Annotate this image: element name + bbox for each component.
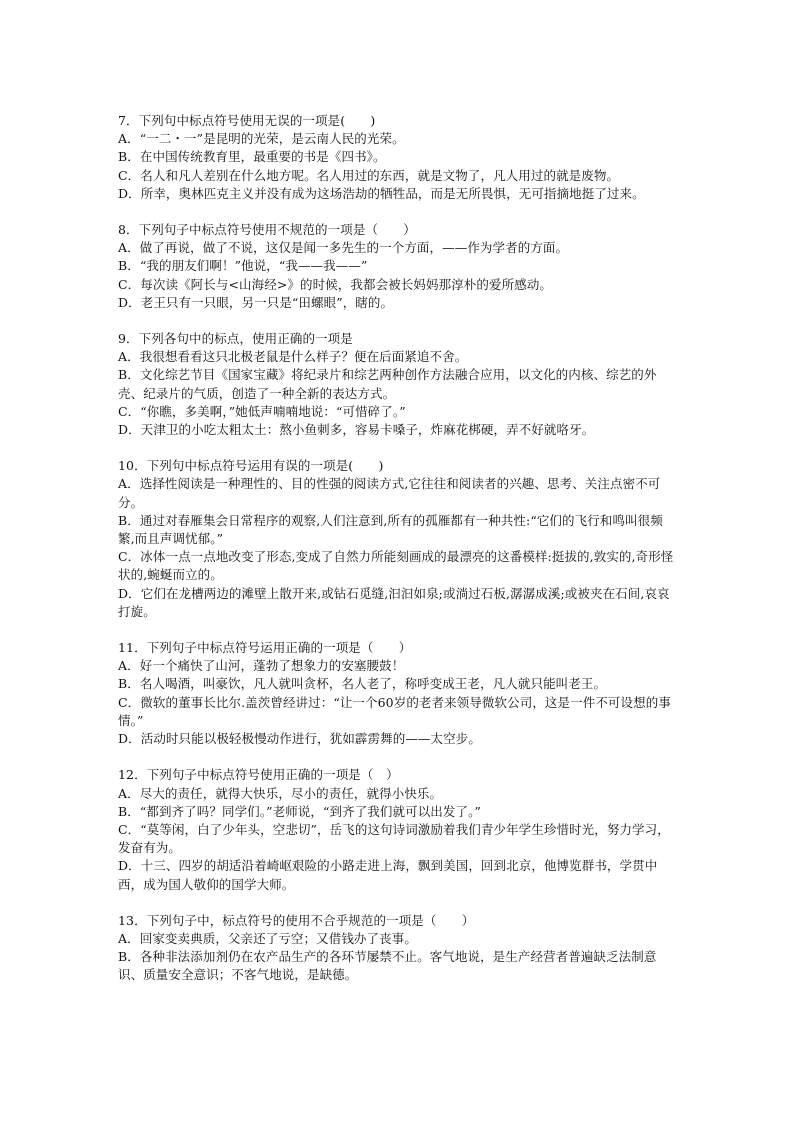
question-13	[118, 912, 678, 985]
question-9	[118, 330, 678, 439]
question-12	[118, 766, 678, 893]
question-stem: 7．下列句中标点符号使用无误的一项是( )	[118, 113, 376, 128]
option-b: B．在中国传统教育里，最重要的书是《四书》。	[118, 149, 386, 165]
option-b: B．名人喝酒，叫豪饮，凡人就叫贪杯，名人老了，称呼变成王老，凡人就只能叫老王。	[118, 676, 607, 692]
option-a: A．回家变卖典质，父亲还了亏空；又借钱办了丧事。	[118, 930, 417, 946]
option-c: C．冰体一点一点地改变了形态,变成了自然力所能刻画成的最漂亮的这番模样:挺拔的,敦实的,奇形怪状的,蜿蜒而立的。	[118, 549, 674, 583]
question-stem: 12．下列句子中标点符号使用正确的一项是（ ）	[118, 767, 399, 783]
option-c: C．每次读《阿长与<山海经>》的时候，我都会被长妈妈那淳朴的爱所感动。	[118, 276, 553, 292]
question-stem: 13．下列句子中，标点符号的使用不合乎规范的一项是（ ）	[118, 912, 475, 928]
document-page	[118, 112, 678, 1003]
option-c: C．微软的董事长比尔.盖茨曾经讲过：“让一个60岁的老者来领导微软公司，这是一件不可设想的事情。”	[118, 694, 671, 728]
question-11	[118, 639, 678, 748]
option-d: D．十三、四岁的胡适沿着崎岖艰险的小路走进上海，飘到美国，回到北京，他博览群书，学贯中西，成为国人敬仰的国学大师。	[118, 858, 658, 892]
question-stem: 10．下列句中标点符号运用有误的一项是( )	[118, 458, 384, 474]
option-c: C．“你瞧，多美啊，”她低声喃喃地说：“可惜碎了。”	[118, 403, 406, 419]
option-d: D．所幸，奥林匹克主义并没有成为这场浩劫的牺牲品，而是无所畏惧，无可指摘地挺了过来。	[118, 185, 645, 201]
option-a: A．好一个痛快了山河，蓬勃了想象力的安塞腰鼓！	[118, 658, 405, 674]
option-c: C．“莫等闲，白了少年头，空悲切”，岳飞的这句诗词激励着我们青少年学生珍惜时光，努力学习，发奋有为。	[118, 821, 670, 856]
option-d: D．天津卫的小吃太粗太土：熬小鱼刺多，容易卡嗓子，炸麻花梆硬，弄不好就咯牙。	[118, 422, 595, 438]
option-a: A．“一二・一”是昆明的光荣，是云南人民的光荣。	[118, 131, 405, 147]
question-10	[118, 457, 678, 621]
option-d: D．它们在龙槽两边的滩壁上散开来,或钻石觅缝,汩汩如泉;或淌过石板,潺潺成溪;或被夹在石间,哀哀打旋。	[118, 585, 670, 619]
question-stem: 11．下列句子中标点符号运用正确的一项是（ ）	[118, 640, 412, 656]
option-d: D．老王只有一只眼，另一只是“田螺眼”，瞎的。	[118, 294, 394, 310]
option-c: C．名人和凡人差别在什么地方呢。名人用过的东西，就是文物了，凡人用过的就是废物。	[118, 167, 620, 183]
option-a: A．做了再说，做了不说，这仅是闻一多先生的一个方面，——作为学者的方面。	[118, 240, 569, 256]
option-b: B．通过对春雁集会日常程序的观察,人们注意到,所有的孤雁都有一种共性:“它们的飞行和鸣叫很频繁,而且声调忧郁。”	[118, 512, 663, 547]
question-8	[118, 221, 678, 312]
option-b: B．各种非法添加剂仍在农产品生产的各环节屡禁不止。客气地说，是生产经营者普遍缺乏法制意识、质量安全意识；不客气地说，是缺德。	[118, 949, 657, 983]
option-a: A．选择性阅读是一种理性的、目的性强的阅读方式,它往往和阅读者的兴趣、思考、关注点密不可分。	[118, 476, 661, 510]
question-7	[118, 112, 678, 203]
option-a: A．尽大的责任，就得大快乐，尽小的责任，就得小快乐。	[118, 785, 443, 801]
option-b: B．文化综艺节目《国家宝藏》将纪录片和综艺两种创作方法融合应用，以文化的内核、综艺的外壳、纪录片的气质，创造了一种全新的表达方式。	[118, 367, 657, 401]
option-a: A．我很想看看这只北极老鼠是什么样子？便在后面紧追不舍。	[118, 349, 468, 365]
question-stem: 9．下列各句中的标点，使用正确的一项是	[118, 331, 353, 347]
question-stem: 8．下列句子中标点符号使用不规范的一项是（ ）	[118, 222, 416, 238]
option-b: B．“都到齐了吗？同学们。”老师说，“到齐了我们就可以出发了。”	[118, 803, 481, 819]
option-d: D．活动时只能以极轻极慢动作进行，犹如霹雳舞的——太空步。	[118, 731, 481, 747]
option-b: B．“我的朋友们啊！”他说，“我——我——”	[118, 258, 368, 274]
